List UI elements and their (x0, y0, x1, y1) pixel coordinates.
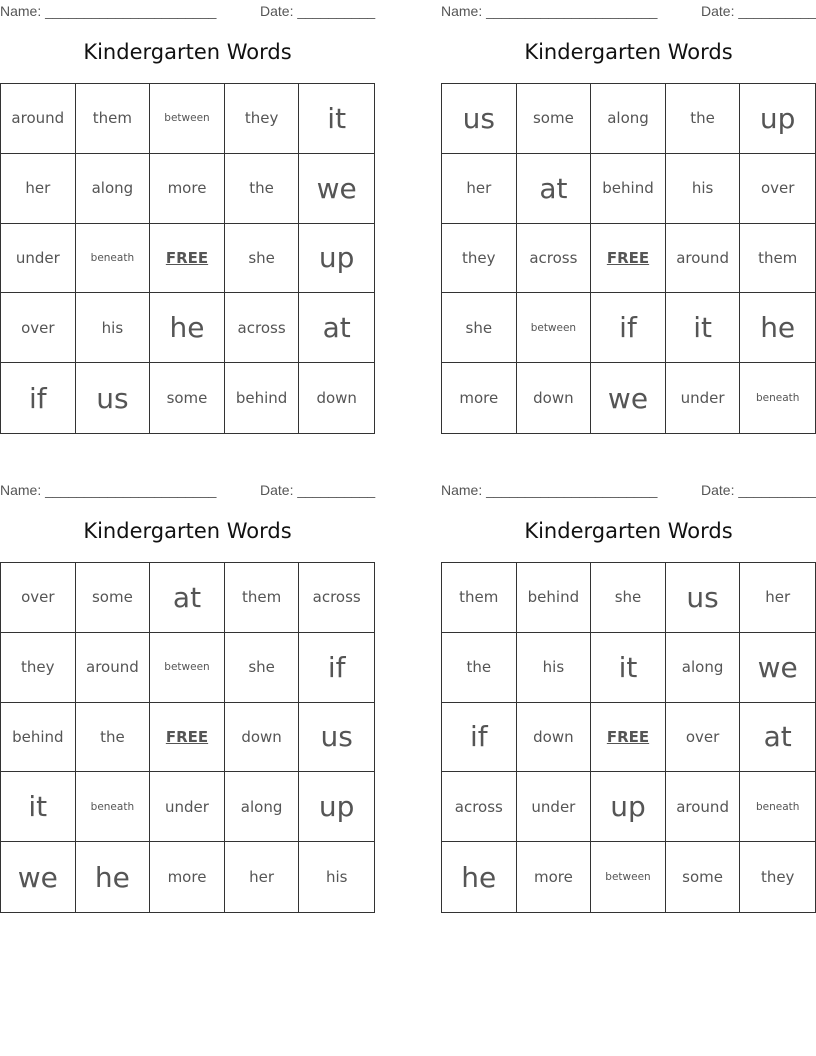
date-field: Date: __________ (260, 3, 376, 19)
bingo-cell: his (76, 293, 151, 363)
bingo-cell: we (1, 842, 76, 912)
name-date-line (441, 3, 816, 19)
bingo-cell: more (150, 154, 225, 224)
bingo-cell: the (76, 703, 151, 773)
bingo-cell: around (666, 772, 741, 842)
bingo-cell: behind (225, 363, 300, 433)
bingo-cell: up (299, 224, 374, 294)
bingo-cell: beneath (76, 772, 151, 842)
card-title: Kindergarten Words (524, 519, 733, 543)
bingo-cell: up (299, 772, 374, 842)
bingo-cell: they (1, 633, 76, 703)
bingo-cell: they (760, 868, 795, 887)
bingo-cell: at (299, 293, 374, 363)
bingo-grid (0, 83, 375, 434)
bingo-cell: she (591, 563, 666, 633)
bingo-cell: them (442, 563, 517, 633)
bingo-cell: behind (517, 563, 592, 633)
bingo-cell: more (442, 363, 517, 433)
bingo-cell: under (666, 363, 741, 433)
name-field: Name: ______________________ (0, 482, 217, 498)
bingo-cell: under (150, 772, 225, 842)
bingo-cell: she (225, 633, 300, 703)
bingo-cell: he (150, 293, 225, 363)
bingo-cell: along (591, 84, 666, 154)
bingo-cell: along (225, 772, 300, 842)
bingo-cell: the (442, 633, 517, 703)
bingo-cell: up (591, 772, 666, 842)
bingo-cell: some (150, 363, 225, 433)
bingo-cell: he (76, 842, 151, 912)
name-date-line (0, 3, 375, 19)
free-space: FREE (150, 703, 225, 773)
bingo-cell: he (442, 842, 517, 912)
bingo-cell: she (442, 293, 517, 363)
name-field: Name: ______________________ (441, 3, 658, 19)
bingo-cell: it (1, 772, 76, 842)
bingo-cell: between (591, 842, 666, 912)
bingo-cell: some (666, 842, 741, 912)
bingo-cell: across (225, 293, 300, 363)
bingo-cell: his (325, 868, 348, 887)
bingo-cell: across (517, 224, 592, 294)
bingo-cell: more (517, 842, 592, 912)
bingo-cell: down (517, 703, 592, 773)
bingo-cell: around (1, 84, 76, 154)
bingo-cell: between (150, 84, 225, 154)
bingo-grid (441, 562, 816, 913)
bingo-cell: at (517, 154, 592, 224)
name-field: Name: ______________________ (0, 3, 217, 19)
bingo-cell: along (76, 154, 151, 224)
bingo-cell: them (76, 84, 151, 154)
bingo-cell: more (150, 842, 225, 912)
bingo-cell: across (299, 563, 374, 633)
free-space: FREE (150, 224, 225, 294)
bingo-card-2 (441, 0, 816, 440)
bingo-cell: over (1, 563, 76, 633)
bingo-cell: they (442, 224, 517, 294)
bingo-cell: at (740, 703, 815, 773)
bingo-cell: her (225, 842, 300, 912)
bingo-cell: at (150, 563, 225, 633)
bingo-cell: them (225, 563, 300, 633)
bingo-cell: we (740, 633, 815, 703)
bingo-cell: us (442, 84, 517, 154)
bingo-cell: we (591, 363, 666, 433)
card-title: Kindergarten Words (83, 40, 292, 64)
bingo-cell: the (666, 84, 741, 154)
bingo-cell: up (740, 84, 815, 154)
bingo-cell: if (442, 703, 517, 773)
bingo-cell: if (1, 363, 76, 433)
bingo-card-3 (0, 479, 375, 919)
bingo-cell: some (517, 84, 592, 154)
bingo-cell: over (666, 703, 741, 773)
name-field: Name: ______________________ (441, 482, 658, 498)
bingo-cell: behind (1, 703, 76, 773)
bingo-cell: beneath (740, 772, 815, 842)
bingo-cell: he (740, 293, 815, 363)
bingo-cell: us (666, 563, 741, 633)
bingo-cell: behind (591, 154, 666, 224)
date-field: Date: __________ (701, 3, 816, 19)
bingo-cell: down (517, 363, 592, 433)
bingo-cell: down (225, 703, 300, 773)
bingo-cell: along (666, 633, 741, 703)
bingo-cell: it (591, 633, 666, 703)
date-field: Date: __________ (701, 482, 816, 498)
free-space: FREE (591, 703, 666, 773)
bingo-cell: her (1, 154, 76, 224)
bingo-cell: us (299, 703, 374, 773)
bingo-cell: them (740, 224, 815, 294)
bingo-cell: his (517, 633, 592, 703)
bingo-cell: beneath (755, 392, 800, 405)
bingo-cell: over (1, 293, 76, 363)
bingo-cell: under (517, 772, 592, 842)
bingo-cell: beneath (76, 224, 151, 294)
name-date-line (0, 482, 375, 498)
bingo-grid (441, 83, 816, 434)
bingo-cell: we (299, 154, 374, 224)
bingo-cell: between (517, 293, 592, 363)
bingo-cell: across (442, 772, 517, 842)
bingo-cell: some (76, 563, 151, 633)
bingo-cell: us (76, 363, 151, 433)
bingo-cell: it (299, 84, 374, 154)
bingo-cell: it (666, 293, 741, 363)
bingo-cell: his (666, 154, 741, 224)
card-title: Kindergarten Words (83, 519, 292, 543)
bingo-cell: her (442, 154, 517, 224)
name-date-line (441, 482, 816, 498)
bingo-card-4 (441, 479, 816, 919)
bingo-card-1 (0, 0, 375, 440)
bingo-cell: over (740, 154, 815, 224)
card-title: Kindergarten Words (524, 40, 733, 64)
bingo-cell: around (666, 224, 741, 294)
bingo-cell: she (225, 224, 300, 294)
bingo-cell: around (76, 633, 151, 703)
date-field: Date: __________ (260, 482, 376, 498)
bingo-cell: down (316, 389, 357, 408)
bingo-cell: if (591, 293, 666, 363)
bingo-cell: they (225, 84, 300, 154)
bingo-cell: between (150, 633, 225, 703)
bingo-cell: the (225, 154, 300, 224)
bingo-cell: if (299, 633, 374, 703)
free-space: FREE (591, 224, 666, 294)
bingo-cell: under (1, 224, 76, 294)
bingo-cell: her (740, 563, 815, 633)
bingo-grid (0, 562, 375, 913)
